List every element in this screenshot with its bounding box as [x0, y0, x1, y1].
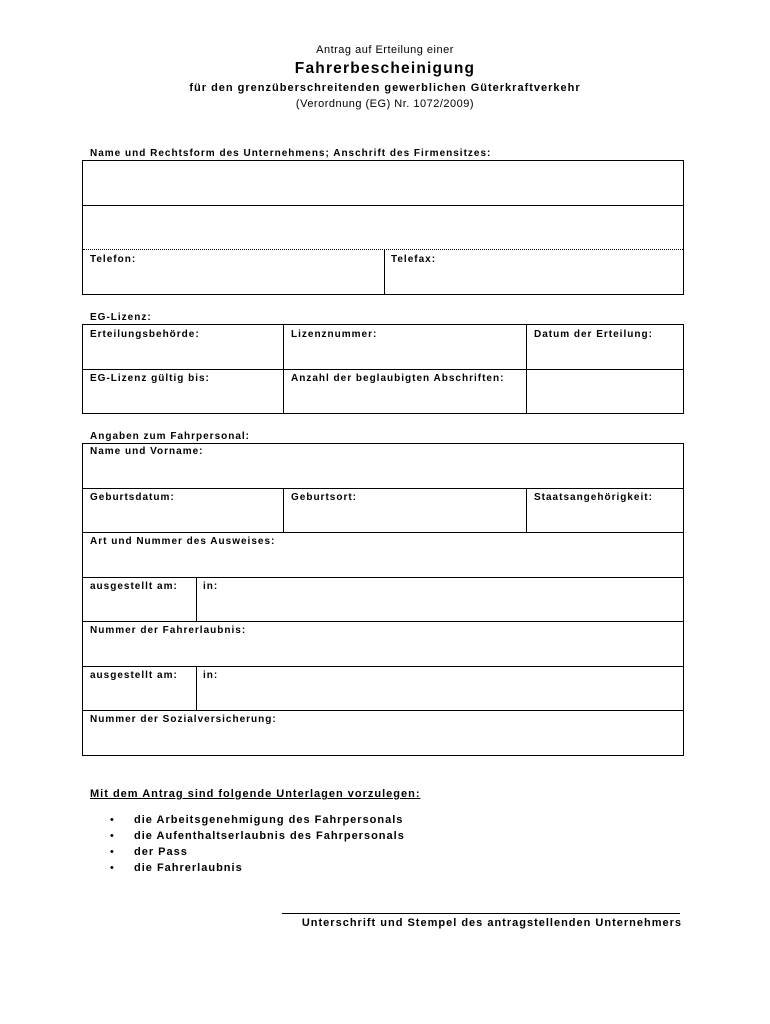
id-issued-place-field[interactable]	[197, 578, 683, 621]
license-box	[82, 324, 684, 414]
driver-box	[82, 443, 684, 756]
license-issue-date-field[interactable]	[527, 325, 683, 369]
id-document-field[interactable]	[83, 533, 683, 577]
form-subtitle: Antrag auf Erteilung einer	[316, 44, 454, 56]
id-document-label: Art und Nummer des Ausweises:	[90, 536, 276, 547]
license-authority-label: Erteilungsbehörde:	[90, 329, 200, 340]
list-item	[90, 828, 405, 844]
birth-place-label: Geburtsort:	[291, 492, 357, 503]
license-valid-until-field[interactable]	[83, 370, 283, 413]
form-description: für den grenzüberschreitenden gewerblichen Güterkraftverkehr	[189, 82, 581, 94]
driving-license-number-field[interactable]	[83, 622, 683, 666]
driver-section-label: Angaben zum Fahrpersonal:	[90, 431, 251, 442]
fax-label: Telefax:	[391, 254, 437, 265]
company-box	[82, 160, 684, 295]
list-item-text: die Fahrerlaubnis	[134, 862, 243, 874]
bullet-icon: •	[110, 862, 115, 874]
id-issued-date-label: ausgestellt am:	[90, 581, 178, 592]
bullet-icon: •	[110, 830, 115, 842]
fax-field[interactable]	[385, 250, 683, 294]
driver-name-label: Name und Vorname:	[90, 446, 204, 457]
list-item-text: die Arbeitsgenehmigung des Fahrpersonals	[134, 814, 404, 826]
license-valid-until-label: EG-Lizenz gültig bis:	[90, 373, 210, 384]
license-issued-date-field[interactable]	[83, 667, 196, 710]
form-title: Fahrerbescheinigung	[294, 60, 476, 77]
nationality-label: Staatsangehörigkeit:	[534, 492, 653, 503]
social-security-number-field[interactable]	[83, 711, 683, 755]
list-item	[90, 860, 405, 876]
company-address-field[interactable]	[83, 206, 683, 249]
license-number-field[interactable]	[284, 325, 526, 369]
list-item-text: die Aufenthaltserlaubnis des Fahrpersonals	[134, 830, 405, 842]
social-security-number-label: Nummer der Sozialversicherung:	[90, 714, 277, 725]
signature-line[interactable]	[282, 913, 680, 914]
license-issued-place-label: in:	[203, 670, 219, 681]
license-authority-field[interactable]	[83, 325, 283, 369]
company-name-field[interactable]	[83, 161, 683, 205]
birth-date-field[interactable]	[83, 489, 283, 532]
required-documents-list	[90, 812, 405, 876]
license-copies-count-field[interactable]	[527, 370, 683, 413]
required-documents-heading: Mit dem Antrag sind folgende Unterlagen vorzulegen:	[90, 788, 421, 800]
list-item	[90, 844, 405, 860]
phone-label: Telefon:	[90, 254, 137, 265]
license-issue-date-label: Datum der Erteilung:	[534, 329, 653, 340]
regulation-reference: (Verordnung (EG) Nr. 1072/2009)	[295, 98, 475, 110]
birth-date-label: Geburtsdatum:	[90, 492, 175, 503]
id-issued-place-label: in:	[203, 581, 219, 592]
birth-place-field[interactable]	[284, 489, 526, 532]
driver-name-field[interactable]	[83, 444, 683, 488]
license-issued-place-field[interactable]	[197, 667, 683, 710]
license-issued-date-label: ausgestellt am:	[90, 670, 178, 681]
signature-label: Unterschrift und Stempel des antragstellenden Unternehmers	[301, 917, 682, 929]
bullet-icon: •	[110, 814, 115, 826]
list-item-text: der Pass	[134, 846, 188, 858]
bullet-icon: •	[110, 846, 115, 858]
license-copies-field[interactable]	[284, 370, 526, 413]
license-section-label: EG-Lizenz:	[90, 312, 152, 323]
license-number-label: Lizenznummer:	[291, 329, 378, 340]
company-section-label: Name und Rechtsform des Unternehmens; Anschrift des Firmensitzes:	[90, 148, 492, 159]
phone-field[interactable]	[83, 250, 384, 294]
list-item	[90, 812, 405, 828]
driving-license-number-label: Nummer der Fahrerlaubnis:	[90, 625, 247, 636]
nationality-field[interactable]	[527, 489, 683, 532]
license-copies-label: Anzahl der beglaubigten Abschriften:	[291, 373, 505, 384]
id-issued-date-field[interactable]	[83, 578, 196, 621]
